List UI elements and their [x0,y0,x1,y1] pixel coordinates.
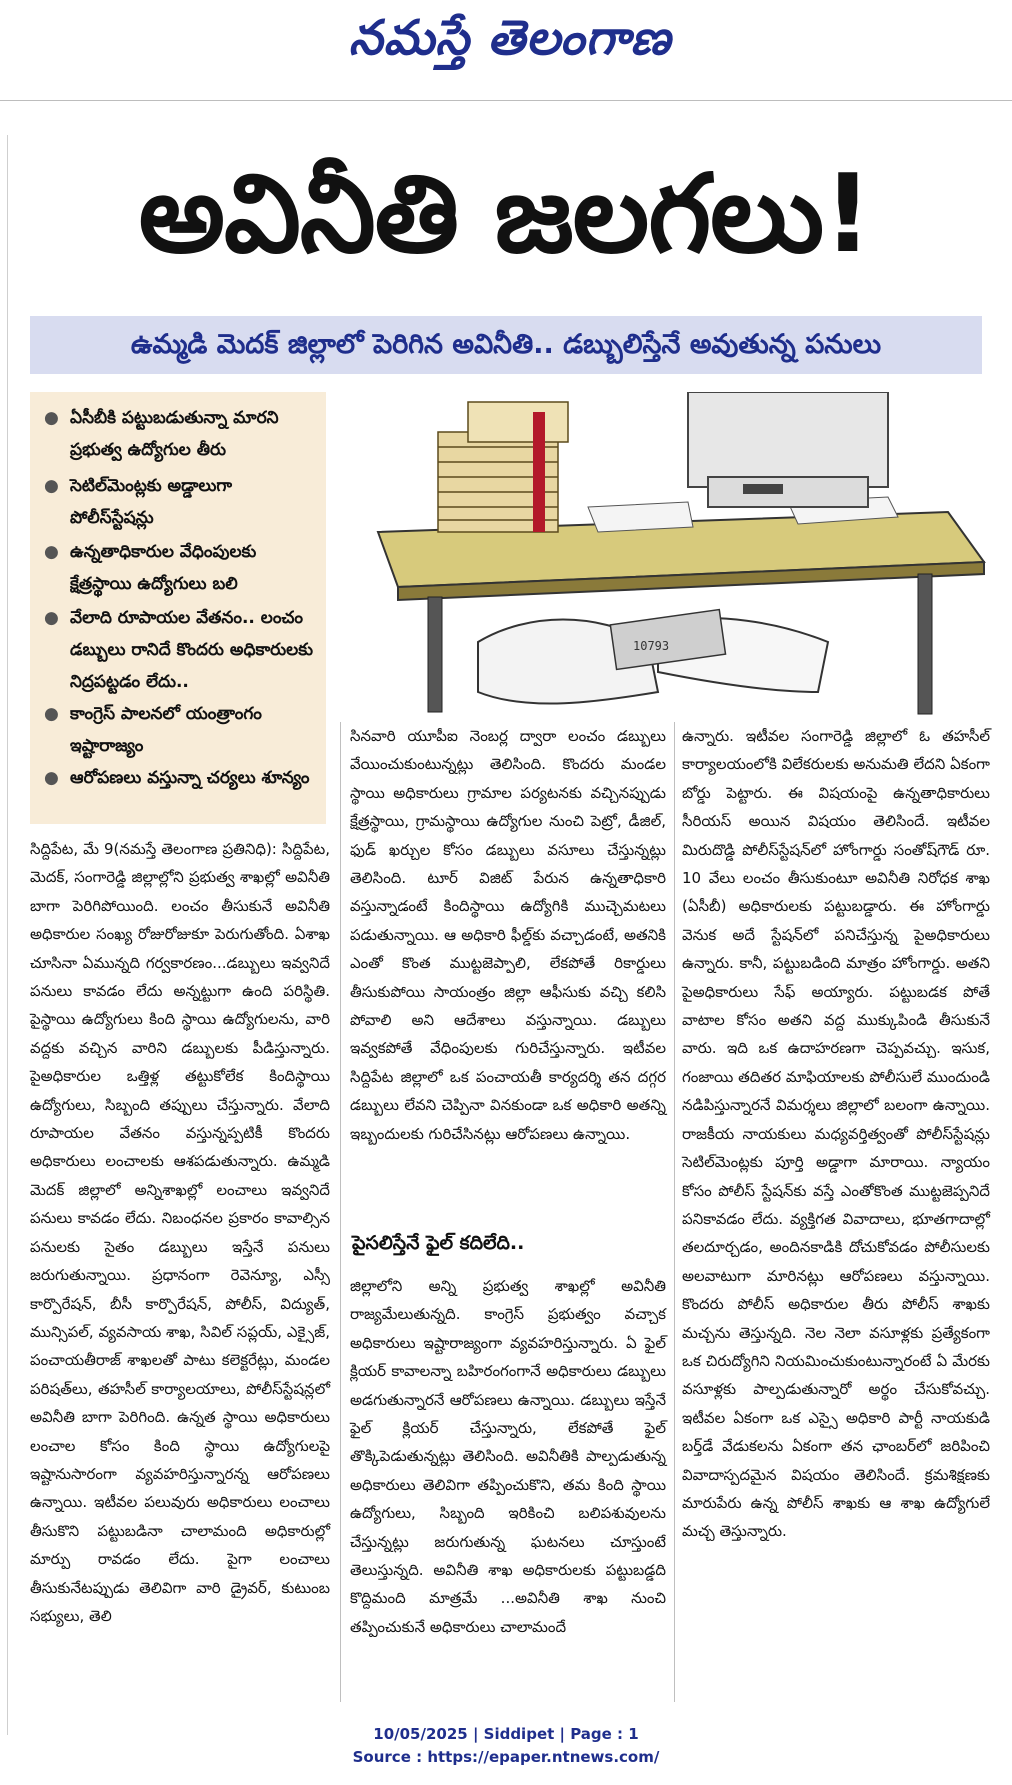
column-divider [674,722,675,1702]
article-column-3: ఉన్నారు. ఇటీవల సంగారెడ్డి జిల్లాలో ఓ తహసీల్ కార్యాలయంలోకి విలేకరులకు అనుమతి లేదని ఏకంగా బోర్డు పెట్టారు. ఈ విషయంపై ఉన్నతాధికారులు సీరియస్ అయిన విషయం తెలిసిందే. ఇటీవల మిరుదొడ్డి పోలీస్‌స్టేషన్‌లో హోంగార్డు సంతోష్‌గౌడ్ రూ. 10 వేలు లంచం తీసుకుంటూ అవినీతి నిరోధక శాఖ (ఏసీబీ) అధికారులకు పట్టుబడ్డారు. ఈ హోంగార్డు వెనుక అదే స్టేషన్‌లో పనిచేస్తున్న పైఅధికారులు ఉన్నారు. కానీ, పట్టుబడింది మాత్రం హోంగార్డు. అతని పైఅధికారులు సేఫ్ అయ్యారు. పట్టుబడక పోతే వాటాల కోసం అతని వద్ద ముక్కుపిండి తీసుకునే వారు. ఇది ఒక ఉదాహరణగా చెప్పవచ్చు. ఇసుక, గంజాయి తదితర మాఫియాలకు పోలీసులే ముందుండి నడిపిస్తున్నారనే విమర్శలు జిల్లాలో బలంగా ఉన్నాయి. రాజకీయ నాయకులు మధ్యవర్తిత్వంతో పోలీస్‌స్టేషన్లు సెటిల్‌మెంట్లకు పూర్తి అడ్డాగా మారాయి. న్యాయం కోసం పోలీస్ స్టేషన్‌కు వస్తే ఎంతోకొంత ముట్టజెప్పనిదే పనికావడం లేదు. వ్యక్తిగత వివాదాలు, భూతగాదాల్లో తలదూర్చడం, అందినకాడికి దోచుకోవడం పోలీసులకు అలవాటుగా మారినట్లు ఆరోపణలు వస్తున్నాయి. కొందరు పోలీస్ అధికారుల తీరు పోలీస్ శాఖకు మచ్చను తెస్తున్నది. నెల నెలా వసూళ్లకు ప్రత్యేకంగా ఒక చిరుద్యోగిని నియమించుకుంటున్నారంటే ఏ మేరకు వసూళ్లకు పాల్పడుతున్నారో అర్థం చేసుకోవచ్చు. ఇటీవల ఏకంగా ఒక ఎస్సై అధికారి పార్టీ నాయకుడి బర్త్‌డే వేడుకలను ఏకంగా తన ఛాంబర్‌లో జరిపించి వివాదాస్పదమైన విషయం తెలిసిందే. క్రమశిక్షణకు మారుపేరు ఉన్న పోలీస్ శాఖకు ఆ శాఖ ఉద్యోగులే మచ్చ తెస్తున్నారు. [682,727,990,1541]
article-column-2-bottom: జిల్లాలోని అన్ని ప్రభుత్వ శాఖల్లో అవినీతి రాజ్యమేలుతున్నది. కాంగ్రెస్ ప్రభుత్వం వచ్చాక అధికారులు ఇష్టారాజ్యంగా వ్యవహరిస్తున్నారు. ఏ ఫైల్ క్లియర్ కావాలన్నా బహిరంగంగానే అధికారులు డబ్బులు అడగుతున్నారనే ఆరోపణలు ఉన్నాయి. డబ్బులు ఇస్తేనే ఫైల్ క్లియర్ చేస్తున్నారు, లేకపోతే ఫైల్ తొక్కిపెడుతున్నట్లు తెలిసింది. అవినీతికి పాల్పడుతున్న అధికారులు తెలివిగా తప్పించుకొని, తమ కింది స్థాయి ఉద్యోగులు, సిబ్బంది ఇరికించి బలిపశువులను చేస్తున్నట్లు జరుగుతున్న ఘటనలు చూస్తుంటే తెలుస్తున్నది. అవినీతి శాఖ అధికారులకు పట్టుబడ్డది కొద్దిమంది మాత్రమే ...అవినీతి శాఖ నుంచి తప్పించుకునే అధికారులు చాలామందే [350,1277,666,1636]
bullet-icon: ● [44,704,59,724]
footer-date-line: 10/05/2025 | Siddipet | Page : 1 [373,1725,639,1743]
bullet-icon: ● [44,476,59,496]
highlights-box [30,392,326,824]
section-subheading: పైసలిస్తేనే ఫైల్ కదిలేది.. [352,1232,525,1254]
footer-source-line: Source : https://epaper.ntnews.com/ [352,1748,660,1766]
highlight-text: ఆరోపణలు వస్తున్నా చర్యలు శూన్యం [70,768,310,788]
bullet-icon: ● [44,768,59,788]
highlight-text: ఉన్నతాధికారుల వేధింపులకు క్షేత్రస్థాయి ఉద్యోగులు బలి [70,542,257,594]
article-subheadline: ఉమ్మడి మెదక్ జిల్లాలో పెరిగిన అవినీతి.. డబ్బులిస్తేనే అవుతున్న పనులు [130,329,882,360]
highlight-text: వేలాది రూపాయల వేతనం.. లంచం డబ్బులు రానిదే కొందరు అధికారులకు నిద్రపట్టడం లేదు.. [70,608,313,692]
highlight-text: కాంగ్రెస్ పాలనలో యంత్రాంగం ఇష్టారాజ్యం [70,704,262,756]
left-border-rule [7,135,8,1735]
bribe-under-table-illustration [358,392,986,718]
subheadline-bar [30,316,982,374]
highlight-text: సెటిల్‌మెంట్లకు అడ్డాలుగా పోలీస్‌స్టేషన్లు [70,476,233,528]
banknote-serial: 10793 [633,639,670,653]
bullet-icon: ● [44,608,59,628]
highlight-text: ఏసీబీకి పట్టుబడుతున్నా మారని ప్రభుత్వ ఉద్యోగుల తీరు [70,408,279,460]
newspaper-logo: నమస్తే తెలంగాణ [348,10,672,66]
article-column-2-top: సినవారి యూపీఐ నెంబర్ల ద్వారా లంచం డబ్బులు వేయించుకుంటున్నట్లు తెలిసింది. కొందరు మండల స్థాయి అధికారులు గ్రామాల పర్యటనకు వచ్చినప్పుడు క్షేత్రస్థాయి, గ్రామస్థాయి ఉద్యోగుల నుంచి పెట్రో, డీజిల్, ఫుడ్ ఖర్చుల కోసం డబ్బులు వసూలు చేస్తున్నట్లు తెలిసింది. టూర్ విజిట్ పేరున ఉన్నతాధికారి వస్తున్నాడంటే కిందిస్థాయి ఉద్యోగికి ముచ్చెమటలు పడుతున్నాయి. ఆ అధికారి ఫీల్డ్‌కు వచ్చాడంటే, అతనికి ఎంతో కొంత ముట్టజెప్పాలి, లేకపోతే రికార్డులు తీసుకుపోయి సాయంత్రం జిల్లా ఆఫీసుకు వచ్చి కలిసి పోవాలి అని ఆదేశాలు వస్తున్నాయి. డబ్బులు ఇవ్వకపోతే వేధింపులకు గురిచేస్తున్నారు. ఇటీవల సిద్దిపేట జిల్లాలో ఒక పంచాయతీ కార్యదర్శి తన దగ్గర డబ్బులు లేవని చెప్పినా వినకుండా ఒక అధికారి అతన్ని ఇబ్బందులకు గురిచేసినట్లు ఆరోపణలు ఉన్నాయి. [350,727,666,1143]
article-headline: అవినీతి జలగలు! [138,152,872,277]
bullet-icon: ● [44,408,59,428]
bullet-icon: ● [44,542,59,562]
column-divider [340,722,341,1702]
article-column-1: సిద్దిపేట, మే 9(నమస్తే తెలంగాణ ప్రతినిధి): సిద్దిపేట, మెదక్, సంగారెడ్డి జిల్లాల్లోని ప్రభుత్వ శాఖల్లో అవినీతి బాగా పెరిగిపోయింది. లంచం తీసుకునే అవినీతి అధికారుల సంఖ్య రోజురోజుకూ పెరుగుతోంది. ఏశాఖ చూసినా ఏమున్నది గర్వకారణం...డబ్బులు ఇవ్వనిదే పనులు కావడం లేదు అన్నట్టుగా ఉంది పరిస్థితి. పైస్థాయి ఉద్యోగులు కింది స్థాయి ఉద్యోగులను, వారి వద్దకు వచ్చిన వారిని డబ్బులకు పీడిస్తున్నారు. పైఅధికారుల ఒత్తిళ్ల తట్టుకోలేక కిందిస్థాయి ఉద్యోగులు, సిబ్బంది తప్పులు చేస్తున్నారు. వేలాది రూపాయల వేతనం వస్తున్నప్పటికీ కొందరు అధికారులు లంచాలకు ఆశపడుతున్నారు. ఉమ్మడి మెదక్ జిల్లాలో అన్నిశాఖల్లో లంచాలు ఇవ్వనిదే పనులు కావడం లేదు. నిబంధనల ప్రకారం కావాల్సిన పనులకు సైతం డబ్బులు ఇస్తేనే పనులు జరుగుతున్నాయి. ప్రధానంగా రెవెన్యూ, ఎస్సీ కార్పొరేషన్, బీసీ కార్పొరేషన్, పోలీస్, విద్యుత్, మున్సిపల్, వ్యవసాయ శాఖ, సివిల్ సప్లయ్, ఎక్సైజ్, పంచాయతీరాజ్ శాఖలతో పాటు కలెక్టరేట్లు, మండల పరిషత్‌లు, తహసీల్ కార్యాలయాలు, పోలీస్‌స్టేషన్లలో అవినీతి బాగా పెరిగింది. ఉన్నత స్థాయి అధికారులు లంచాల కోసం కింది స్థాయి ఉద్యోగులపై ఇష్టానుసారంగా వ్యవహరిస్తున్నారన్న ఆరోపణలు ఉన్నాయి. ఇటీవల పలువురు అధికారులు లంచాలు తీసుకొని పట్టుబడినా చాలామంది అధికారుల్లో మార్పు రావడం లేదు. పైగా లంచాలు తీసుకునేటప్పుడు తెలివిగా వారి డ్రైవర్, కుటుంబ సభ్యులు, తెలి [30,840,330,1625]
masthead [0,0,1012,101]
